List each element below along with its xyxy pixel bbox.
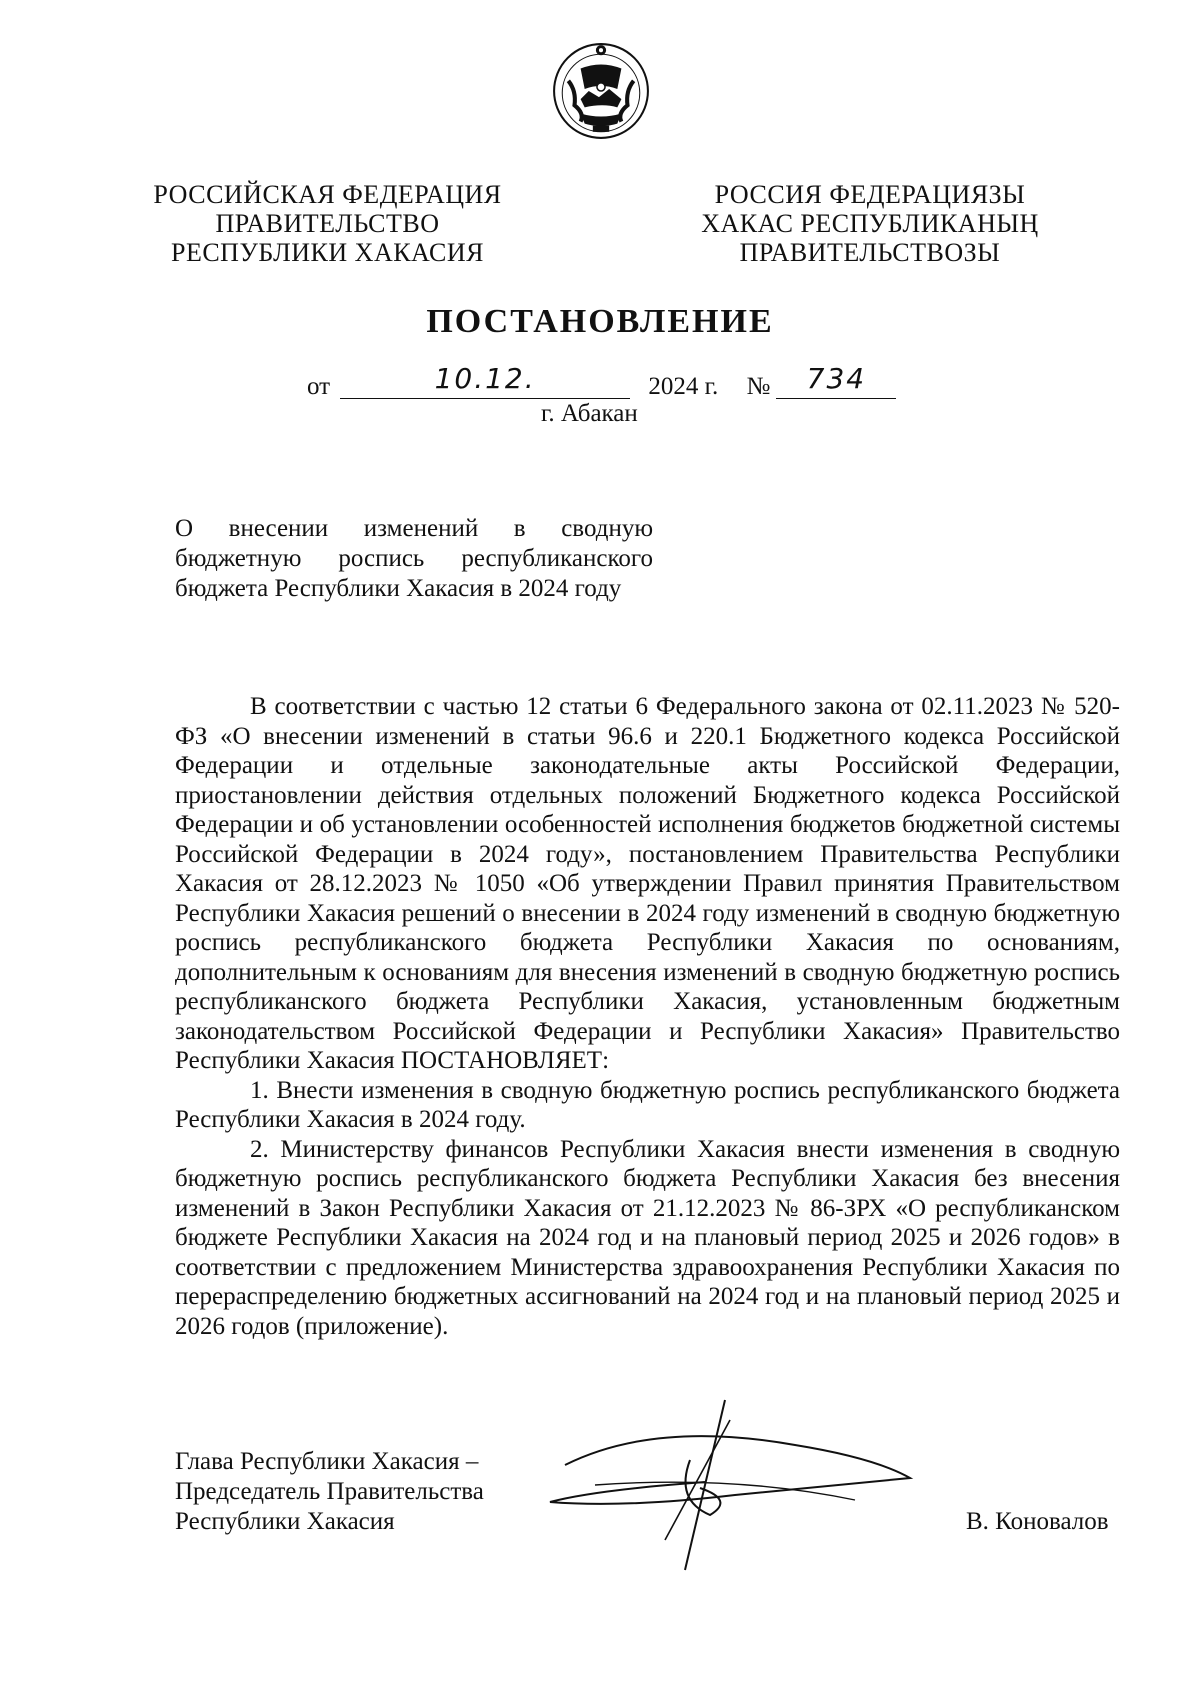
city: г. Абакан [541, 400, 638, 427]
header-left-line: РОССИЙСКАЯ ФЕДЕРАЦИЯ [153, 180, 502, 209]
signatory-title [175, 1447, 484, 1537]
body-item-2: 2. Министерству финансов Республики Хакасия внести изменения в сводную бюджетную роспись республиканского бюджета Республики Хакасия без внесения изменений в Закон Республики Хакасия от 21.12.2023 № 86-ЗРХ «О республиканском бюджете Республики Хакасия на 2024 год и на плановый период 2025 и 2026 годов» в соответствии с предложением Министерства здравоохранения Республики Хакасия по перераспределению бюджетных ассигнований на 2024 год и на плановый период 2025 и 2026 годов (приложение). [175, 1135, 1120, 1340]
subject-text: О внесении изменений в сводную бюджетную роспись республиканского бюджета Республики Хакасия в 2024 году [175, 515, 653, 602]
signatory-title-line: Председатель Правительства [175, 1478, 484, 1505]
year-text: 2024 г. [648, 373, 719, 400]
header-left [145, 180, 510, 267]
republic-of-khakassia-emblem-icon [550, 40, 652, 142]
header-right [680, 180, 1060, 267]
date-prefix: от [307, 373, 331, 400]
header-right-line: ХАКАС РЕСПУБЛИКАНЫҢ [701, 209, 1039, 238]
signatory-name: В. Коновалов [966, 1508, 1109, 1535]
signatory-title-line: Республики Хакасия [175, 1508, 395, 1535]
handwritten-number: 734 [806, 362, 867, 395]
signatory-title-line: Глава Республики Хакасия – [175, 1448, 479, 1475]
body-item-1: 1. Внести изменения в сводную бюджетную роспись республиканского бюджета Республики Хакасия в 2024 году. [175, 1076, 1120, 1133]
document-title: ПОСТАНОВЛЕНИЕ [426, 303, 774, 340]
number-field [776, 362, 896, 399]
date-number-line [307, 362, 896, 401]
header-left-line: ПРАВИТЕЛЬСТВО [215, 209, 440, 238]
date-field [340, 362, 630, 399]
body-preamble: В соответствии с частью 12 статьи 6 Федерального закона от 02.11.2023 № 520-ФЗ «О внесении изменений в статьи 96.6 и 220.1 Бюджетного кодекса Российской Федерации и отдельные законодательные акты Российской Федерации, приостановлении действия отдельных положений Бюджетного кодекса Российской Федерации и об установлении особенностей исполнения бюджетов бюджетной системы Российской Федерации в 2024 году», постановлением Правительства Республики Хакасия от 28.12.2023 № 1050 «Об утверждении Правил принятия Правительством Республики Хакасия решений о внесении в 2024 году изменений в сводную бюджетную роспись республиканского бюджета Республики Хакасия по основаниям, дополнительным к основаниям для внесения изменений в сводную бюджетную роспись республиканского бюджета Республики Хакасия, установленным бюджетным законодательством Российской Федерации и Республики Хакасия» Правительство Республики Хакасия ПОСТАНОВЛЯЕТ: [175, 693, 1120, 1074]
handwritten-date: 10.12. [434, 362, 536, 395]
header-right-line: РОССИЯ ФЕДЕРАЦИЯЗЫ [714, 180, 1026, 209]
document-body [175, 692, 1120, 1341]
header-right-line: ПРАВИТЕЛЬСТВОЗЫ [739, 238, 1001, 267]
header-left-line: РЕСПУБЛИКИ ХАКАСИЯ [170, 238, 484, 267]
number-prefix: № [746, 373, 771, 400]
handwritten-signature-icon [535, 1390, 925, 1580]
document-subject [175, 514, 653, 604]
